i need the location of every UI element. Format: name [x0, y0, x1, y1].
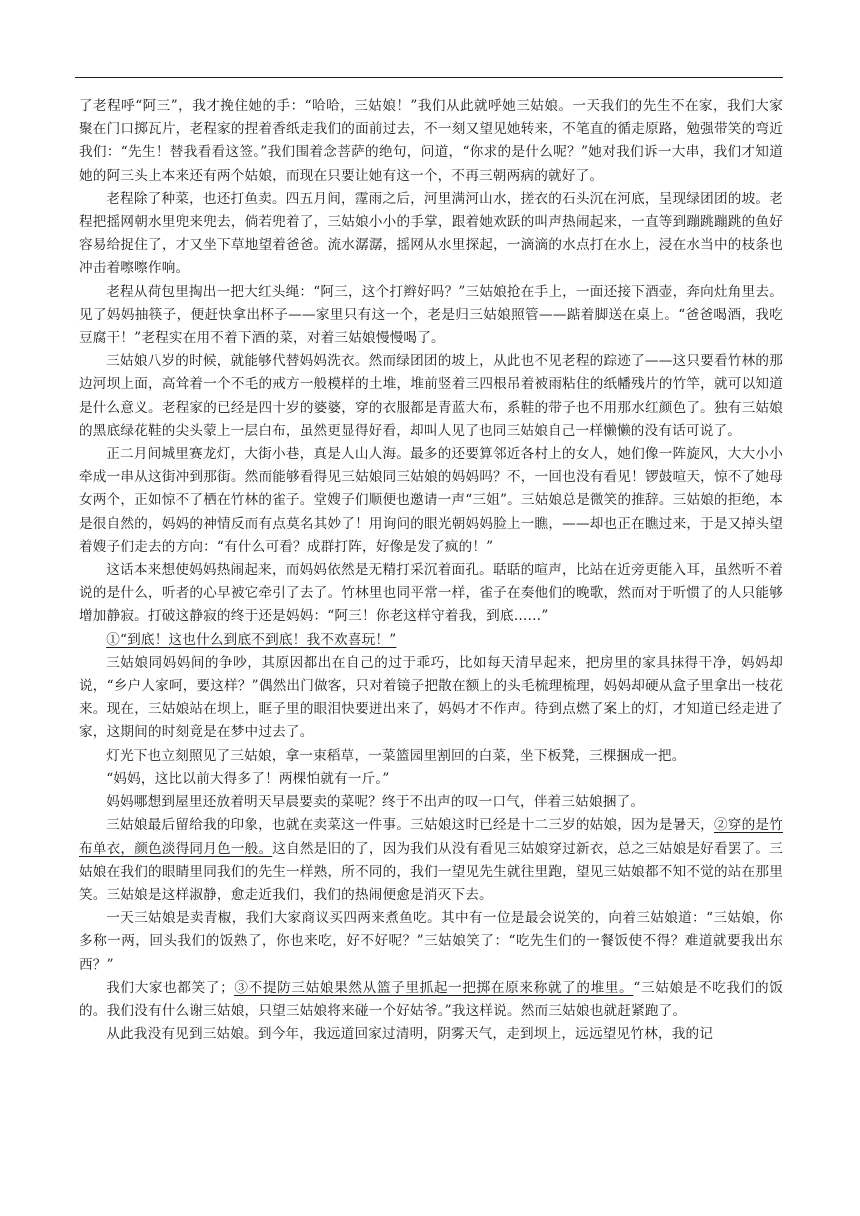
paragraph: 老程从荷包里掏出一把大红头绳：“阿三，这个打辫好吗？”三姑娘抢在手上，一面还接下酒壶，奔向灶角里去。见了妈妈抽筷子，便赶快拿出杯子——家里只有这一个，老是归三姑娘照管——踮着脚送在桌上。“爸爸喝酒，我吃豆腐干！”老程实在用不着下酒的菜，对着三姑娘慢慢喝了。 — [79, 283, 783, 347]
paragraph: 从此我没有见到三姑娘。到今年，我远道回家过清明，阴雾天气，走到坝上，远远望见竹林，我的记 — [106, 1026, 714, 1043]
paragraph: “妈妈，这比以前大得多了！两棵怕就有一斤。” — [106, 770, 390, 787]
document-body — [79, 95, 783, 1046]
paragraph: 老程除了种菜，也还打鱼卖。四五月间，霪雨之后，河里满河山水，搓衣的石头沉在河底，呈现绿团团的坡。老程把摇网朝水里兜来兜去，倘若兜着了，三姑娘小小的手掌，跟着她欢跃的叫声热闹起来，一直等到蹦跳蹦跳的鱼好容易给捉住了，才又坐下草地望着爸爸。流水潺潺，摇网从水里探起，一滴滴的水点打在水上，浸在水当中的枝条也冲击着嚓嚓作响。 — [79, 190, 783, 277]
header-rule — [75, 77, 783, 78]
underlined-sentence-2: ②穿的是竹布单衣，颜色淡得同月色一般。 — [79, 817, 784, 857]
underlined-sentence-1: ①“到底！这也什么到底不到底！我不欢喜玩！” — [106, 631, 397, 648]
paragraph: 一天三姑娘是卖青椒，我们大家商议买四两来煮鱼吃。其中有一位是最会说笑的，向着三姑娘道：“三姑娘，你多称一两，回头我们的饭熟了，你也来吃，好不好呢？”三姑娘笑了：“吃先生们的一餐饭使不得？难道就要我出东西？” — [79, 910, 783, 973]
paragraph: 灯光下也立刻照见了三姑娘，拿一束稻草，一菜篮园里割回的白菜，坐下板凳，三棵捆成一把。 — [106, 747, 686, 764]
paragraph: 妈妈哪想到屋里还放着明天早晨要卖的菜呢？终于不出声的叹一口气，伴着三姑娘捆了。 — [106, 794, 645, 811]
underlined-sentence-3: ③不提防三姑娘果然从篮子里抓起一把掷在原来称就了的堆里。 — [233, 979, 634, 996]
paragraph: 了老程呼“阿三”，我才挽住她的手：“哈哈，三姑娘！”我们从此就呼她三姑娘。一天我们的先生不在家，我们大家聚在门口掷瓦片，老程家的捏着香纸走我们的面前过去，不一刻又望见她转来，不笔直的循走原路，勉强带笑的弯近我们：“先生！替我看看这签。”我们围着念菩萨的绝句，问道，“你求的是什么呢？”她对我们诉一大串，我们才知道她的阿三头上本来还有两个姑娘，而现在只要让她有这一个，不再三朝两病的就好了。 — [79, 98, 783, 184]
paragraph: 我们大家也都笑了；③不提防三姑娘果然从篮子里抓起一把掷在原来称就了的堆里。“三姑娘是不吃我们的饭的。我们没有什么谢三姑娘，只望三姑娘将来碰一个好姑爷。”我这样说。然而三姑娘也就赶紧跑了。 — [79, 979, 783, 1019]
paragraph: 三姑娘同妈妈间的争吵，其原因都出在自己的过于乖巧，比如每天清早起来，把房里的家具抹得干净，妈妈却说，“乡户人家呵，要这样？”偶然出门做客，只对着镜子把散在额上的头毛梳理梳理，妈妈却硬从盒子里拿出一枝花来。现在，三姑娘站在坝上，眶子里的眼泪快要迸出来了，妈妈才不作声。待到点燃了案上的灯，才知道已经走进了家，这期间的时刻竟是在梦中过去了。 — [79, 654, 783, 741]
paragraph: 三姑娘最后留给我的印象，也就在卖菜这一件事。三姑娘这时已经是十二三岁的姑娘，因为是暑天，②穿的是竹布单衣，颜色淡得同月色一般。这自然是旧的了，因为我们从没有看见三姑娘穿过新衣，总之三姑娘是好看罢了。三姑娘在我们的眼睛里同我们的先生一样熟，所不同的，我们一望见先生就往里跑，望见三姑娘都不知不觉的站在那里笑。三姑娘是这样淑静，愈走近我们，我们的热闹便愈是消灭下去。 — [79, 817, 784, 903]
quote-sentence-1 — [79, 629, 783, 652]
paragraph: 正二月间城里赛龙灯，大街小巷，真是人山人海。最多的还要算邻近各村上的女人，她们像一阵旋风，大大小小牵成一串从这街冲到那街。然而能够看得见三姑娘同三姑娘的妈妈吗？不，一回也没有看见！锣鼓喧天，惊不了她母女两个，正如惊不了栖在竹林的雀子。堂嫂子们顺便也邀请一声“三姐”。三姑娘总是微笑的推辞。三姑娘的拒绝，本是很自然的，妈妈的神情反而有点莫名其妙了！用询问的眼光朝妈妈脸上一瞧，——却也正在瞧过来，于是又掉头望着嫂子们走去的方向：“有什么可看？成群打阵，好像是发了疯的！” — [79, 446, 783, 555]
paragraph: 三姑娘八岁的时候，就能够代替妈妈洗衣。然而绿团团的坡上，从此也不见老程的踪迹了——这只要看竹林的那边河坝上面，高耸着一个不毛的戒方一般模样的土堆，堆前竖着三四根吊着被雨粘住的纸幡残片的竹竿，就可以知道是什么意义。老程家的已经是四十岁的婆婆，穿的衣服都是青蓝大布，系鞋的带子也不用那水红颜色了。独有三姑娘的黑底绿花鞋的尖头蒙上一层白布，虽然更显得好看，却叫人见了也同三姑娘自己一样懒懒的没有话可说了。 — [79, 353, 783, 439]
paragraph: 这话本来想使妈妈热闹起来，而妈妈依然是无精打采沉着面孔。聒聒的喧声，比站在近旁更能入耳，虽然听不着说的是什么，听者的心早被它牵引了去了。竹林里也同平常一样，雀子在奏他们的晚歌，然而对于听惯了的人只能够增加静寂。打破这静寂的终于还是妈妈：“阿三！你老这样守着我，到底……” — [79, 562, 783, 625]
